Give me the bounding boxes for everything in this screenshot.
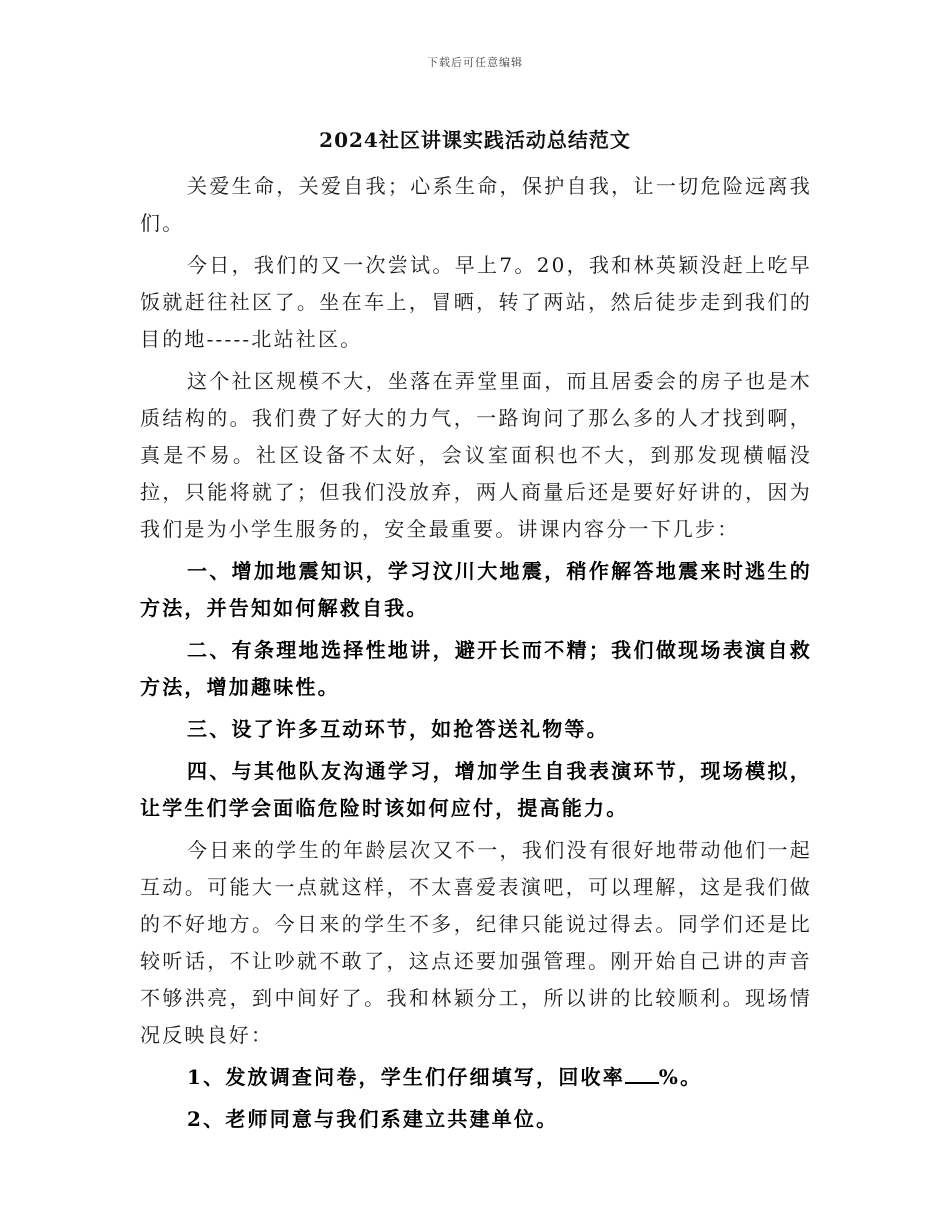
step-two: 二、有条理地选择性地讲，避开长而不精；我们做现场表演自救方法，增加趣味性。 — [140, 638, 812, 699]
paragraph-intro: 关爱生命，关爱自我；心系生命，保护自我，让一切危险远离我们。 — [140, 174, 812, 235]
result-item-1 — [140, 1059, 812, 1096]
document-body — [140, 168, 812, 1143]
paragraph-reflection: 今日来的学生的年龄层次又不一，我们没有很好地带动他们一起互动。可能大一点就这样，不太喜爱表演吧，可以理解，这是我们做的不好地方。今日来的学生不多，纪律只能说过得去。同学们还是比较听话，不让吵就不敢了，这点还要加强管理。刚开始自己讲的声音不够洪亮，到中间好了。我和林颖分工，所以讲的比较顺利。现场情况反映良好： — [140, 838, 812, 1047]
fill-in-blank — [625, 1064, 659, 1084]
result-item-1-text: 1、发放调查问卷，学生们仔细填写，回收率 — [187, 1065, 625, 1089]
result-item-1-suffix: %。 — [658, 1065, 703, 1089]
result-item-2: 2、老师同意与我们系建立共建单位。 — [187, 1107, 559, 1131]
paragraph-community: 这个社区规模不大，坐落在弄堂里面，而且居委会的房子也是木质结构的。我们费了好大的力气，一路询问了那么多的人才找到啊，真是不易。社区设备不太好，会议室面积也不大，到那发现横幅没拉，只能将就了；但我们没放弃，两人商量后还是要好好讲的，因为我们是为小学生服务的，安全最重要。讲课内容分一下几步： — [140, 369, 812, 541]
header-note: 下载后可任意编辑 — [427, 56, 523, 69]
paragraph-journey: 今日，我们的又一次尝试。早上7。20，我和林英颖没赶上吃早饭就赶往社区了。坐在车上，冒晒，转了两站，然后徒步走到我们的目的地-----北站社区。 — [140, 253, 812, 351]
step-one: 一、增加地震知识，学习汶川大地震，稍作解答地震来时逃生的方法，并告知如何解救自我。 — [140, 559, 812, 620]
document-title: 2024社区讲课实践活动总结范文 — [319, 128, 631, 152]
step-four: 四、与其他队友沟通学习，增加学生自我表演环节，现场模拟，让学生们学会面临危险时该如何应付，提高能力。 — [140, 759, 812, 820]
step-three: 三、设了许多互动环节，如抢答送礼物等。 — [187, 717, 609, 741]
